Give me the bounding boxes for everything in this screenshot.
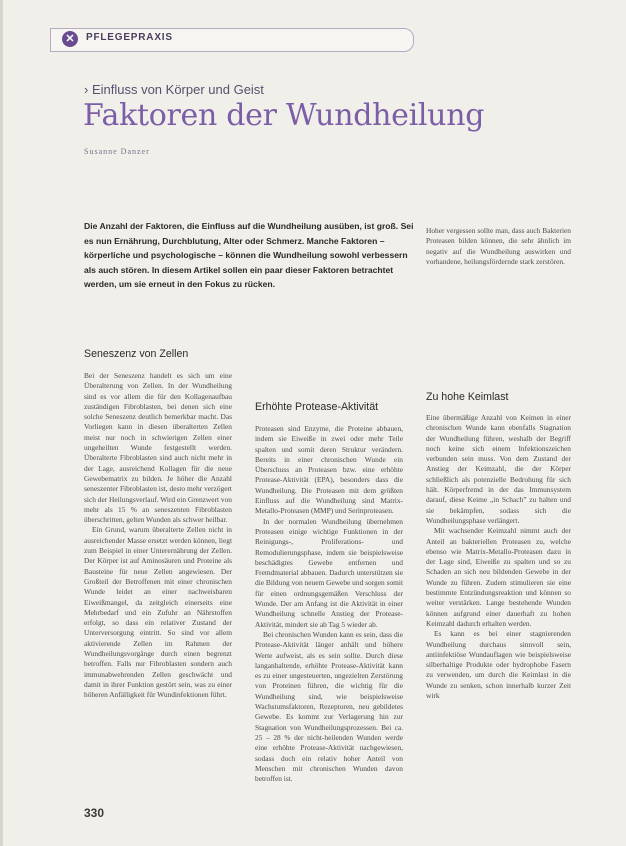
article-title: Faktoren der Wundheilung — [83, 98, 485, 133]
section-heading-protease: Erhöhte Protease-Aktivität — [255, 401, 379, 413]
paragraph: Mit wachsender Keimzahl nimmt auch der Anteil an bakteriellen Proteasen zu, welche ebenso wie Matrix-Metallo-Proteasen dazu in der Lage sind, Eiweiße zu spalten und so zu Schaden an sich neu bildenden Gewebe in der Wunde zu führen. Zudem stimulieren sie eine bestimmte Entzündungsreaktion und können so weiter verstärken. Lange bestehende Wunden können aufgrund einer dauerhaft zu hohen Keimzahl dadurch erhalten werden. — [426, 526, 571, 628]
paragraph: Eine übermäßige Anzahl von Keimen in einer chronischen Wunde kann ebenfalls Stagnation der Wundheilung führen, weshalb der Begriff noch keine sich einem Infektionszeichen verbunden sein muss. Von dem Zustand der Anstieg der Keimzahl, die der Körper schließlich als potenzielle Bedrohung für sich hält. Körperfremd in der das Immunsystem darauf, diese Keime „in Schach” zu halten und sie bekämpfen, sodass sich die Wundheilungsphase verlängert. — [426, 413, 571, 525]
paragraph: Es kann es bei einer stagnierenden Wundheilung durchaus sinnvoll sein, antiinfektiöse Wundauflagen wie beispielsweise silberhaltige Produkte oder hydrophobe Fasern zu verwenden, um durch die Keimlast in die Wunde zu senken, schon innerhalb kurzer Zeit wirk — [426, 629, 571, 701]
section-heading-seneszenz: Seneszenz von Zellen — [84, 348, 189, 360]
column-keimlast — [426, 413, 571, 701]
section-badge-icon: ✕ — [62, 31, 78, 47]
paragraph: Bei chronischen Wunden kann es sein, dass die Protease-Aktivität länger anhält und höhere Werte aufweist, als es sein sollte. Durch diese langanhaltende, erhöhte Protease-Aktivität kann es zu einer ungesteuerten, ungezielten Zerstörung von Proteinen führen, die wichtig für die Wundheilung sind, wie beispielsweise Wachstumsfaktoren, Rezeptoren, neu gebildetes Gewebe. Es kommt zur Verlagerung hin zur Stagnation von Wundheilungsprozessen. Bei ca. 25 – 28 % der nicht-heilenden Wunden werde eine erhöhte Protease-Aktivität nachgewiesen, sodass doch ein relativ hoher Anteil von Menschen mit chronischen Wunden davon betroffen ist. — [255, 629, 403, 784]
section-heading-keimlast: Zu hohe Keimlast — [426, 391, 509, 403]
paragraph: Hoher vergessen sollte man, dass auch Bakterien Proteasen bilden können, die sehr ähnlich im negativ auf die Wundheilung auswirken und vorhandene, heilungsfördernde stark zerstören. — [426, 226, 571, 266]
column-protease — [255, 424, 403, 784]
paragraph: In der normalen Wundheilung übernehmen Proteasen einige wichtige Funktionen in der Reinigungs-, Proliferations- und Remodulierungsphase, indem sie beispielsweise beschädigtes Gewebe entfernen und Fremdmaterial abbauen. Dadurch unterstützen sie die Bildung von neuem Gewebe und sorgen somit für einen ordnungsgemäßen Verschluss der Wunde. Der am Anfang ist die Aktivität in einer Wundheilung schnelle Anstieg der Protease-Aktivität, mindert sie ab Tag 5 wieder ab. — [255, 516, 403, 629]
article-author: Susanne Danzer — [84, 147, 150, 156]
article-lead: Die Anzahl der Faktoren, die Einfluss auf die Wundheilung ausüben, ist groß. Sei es nun Ernährung, Durchblutung, Alter oder Schmerz. Manche Faktoren – körperliche und psychologische – können die Wundheilung sowohl verbessern als auch stören. In diesem Artikel sollen ein paar dieser Faktoren betrachtet werden, um sie erneut in den Fokus zu rücken. — [84, 221, 414, 290]
page-number: 330 — [84, 806, 105, 820]
article-kicker: › Einfluss von Körper und Geist — [84, 82, 264, 97]
paragraph: Bei der Seneszenz handelt es sich um eine Überalterung von Zellen. In der Wundheilung sind es vor allem die für den Kollagenaufbau zuständigen Fibroblasten, bei denen sich eine solche Seneszenz deutlich bemerkbar macht. Das Vorliegen kann in diesen überalterten Zellen meist nur noch in schwierigen Zellen einer ungeheilten Wunde festgestellt werden. Überalterte Fibroblasten sind auch nicht mehr in der Lage, ausreichend Kollagen für die neue Gewebematrix zu bilden. Je höher die Anzahl seneszenter Fibroblasten ist, desto mehr verzögert sich der Heilungsverlauf. Wird ein Grenzwert von mehr als 15 % an seneszenten Fibroblasten überschritten, gelten Wunden als schwer heilbar. — [84, 371, 232, 525]
section-label: PFLEGEPRAXIS — [86, 32, 173, 43]
page-edge-shadow — [0, 0, 3, 846]
column-seneszenz — [84, 371, 232, 701]
column-protease-continued — [426, 226, 571, 267]
paragraph: Ein Grund, warum überalterte Zellen nicht in ausreichender Masse ersetzt werden können, liegt zum Beispiel in einer Unterernährung der Zellen. Der Körper ist auf Aminosäuren und Proteine als Bausteine für neue Zellen angewiesen. Der Großteil der Betroffenen mit einer chronischen Wunde leidet an einer nachweisbaren Eiweißmangel, da zeitgleich einerseits eine Mehrbedarf und ein Zufuhr an Nährstoffen erfolgt, so dass ein relativer Zustand der Unterversorgung eintritt. So sind vor allem aktivierende Zellen im Rahmen der Wundheilungsvorgänge durch einen begrenzt betroffen. Falls nur Fibroblasten sondern auch immunabwehrenden Zellen geschwächt und damit in ihrer Funktion gestört sein, was zu einer höheren Anfälligkeit für Wundinfektionen führt. — [84, 525, 232, 700]
paragraph: Proteasen sind Enzyme, die Proteine abbauen, indem sie Eiweiße in zwei oder mehr Teile spalten und somit deren Struktur verändern. Bereits in einer chronischen Wunde ein Überschuss an Proteasen bzw. eine erhöhte Protease-Aktivität (EPA), besonders dass die Wundheilung. Die Proteasen mit dem größten Einfluss auf die Wundheilung sind Matrix-Metallo-Proteasen (MMP) und Serinproteasen. — [255, 424, 403, 516]
